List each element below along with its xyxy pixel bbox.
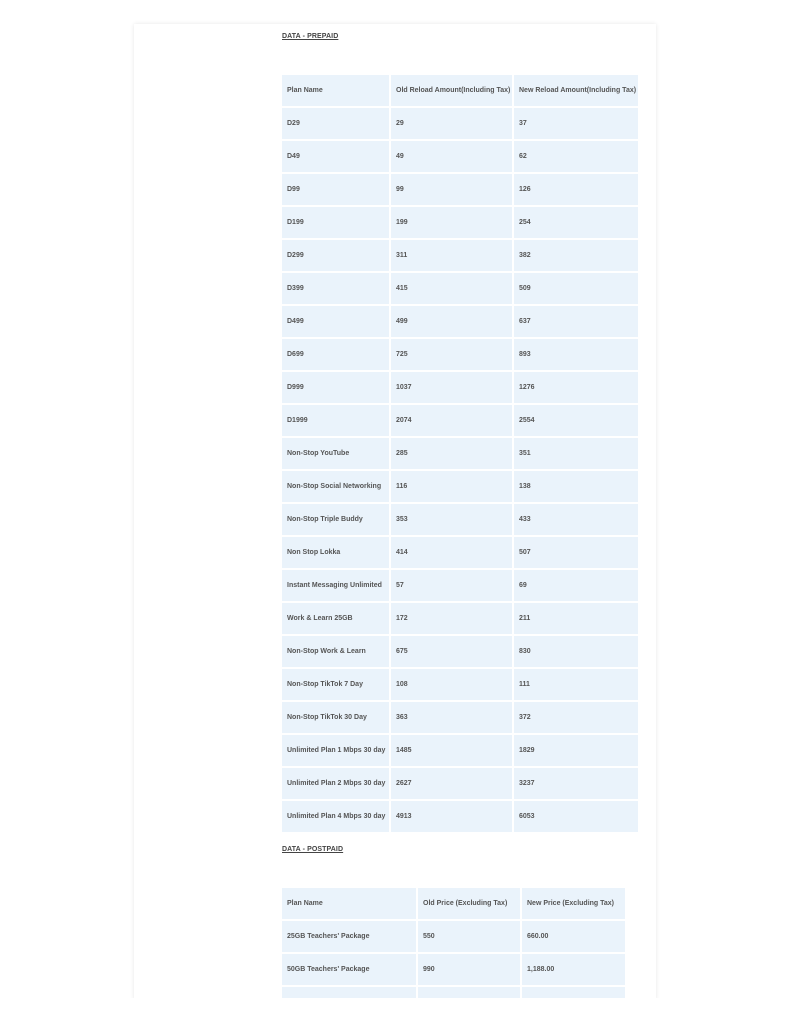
cell-new-value: 138	[514, 471, 638, 502]
table-row	[282, 636, 638, 667]
cell-old-value: 311	[391, 240, 512, 271]
cell-old-value: 116	[391, 471, 512, 502]
postpaid-section-title[interactable]: DATA - POSTPAID	[282, 846, 344, 853]
table-row	[282, 174, 638, 205]
page-bottom-edge	[0, 998, 791, 1024]
cell-plan-name: Instant Messaging Unlimited	[282, 570, 389, 601]
table-header-row	[282, 75, 638, 106]
cell-plan-name: Non-Stop Social Networking	[282, 471, 389, 502]
cell-plan-name: D399	[282, 273, 389, 304]
column-header-old-price: Old Price (Excluding Tax)	[418, 888, 520, 919]
cell-new-value: 211	[514, 603, 638, 634]
table-row	[282, 921, 625, 952]
cell-plan-name: D299	[282, 240, 389, 271]
cell-old-value: 4913	[391, 801, 512, 832]
cell-plan-name: Unlimited Plan 4 Mbps 30 day	[282, 801, 389, 832]
cell-plan-name: Non-Stop TikTok 30 Day	[282, 702, 389, 733]
cell-plan-name: Non-Stop TikTok 7 Day	[282, 669, 389, 700]
column-header-old-amount: Old Reload Amount(Including Tax)	[391, 75, 512, 106]
cell-old-value: 1485	[391, 735, 512, 766]
cell-new-value: 1,188.00	[522, 954, 625, 985]
cell-plan-name: 50GB Teachers' Package	[282, 954, 416, 985]
cell-plan-name: D499	[282, 306, 389, 337]
table-row	[282, 570, 638, 601]
column-header-plan-name: Plan Name	[282, 75, 389, 106]
cell-old-value: 499	[391, 306, 512, 337]
table-row	[282, 954, 625, 985]
table-row	[282, 702, 638, 733]
cell-old-value: 99	[391, 174, 512, 205]
cell-plan-name: Non Stop Lokka	[282, 537, 389, 568]
table-row	[282, 207, 638, 238]
cell-new-value: 382	[514, 240, 638, 271]
table-row	[282, 669, 638, 700]
column-header-plan-name: Plan Name	[282, 888, 416, 919]
table-header-row	[282, 888, 625, 919]
cell-new-value: 637	[514, 306, 638, 337]
cell-new-value: 37	[514, 108, 638, 139]
cell-new-value: 507	[514, 537, 638, 568]
table-row	[282, 471, 638, 502]
table-row	[282, 603, 638, 634]
cell-new-value: 893	[514, 339, 638, 370]
cell-new-value: 372	[514, 702, 638, 733]
table-row	[282, 504, 638, 535]
table-row	[282, 306, 638, 337]
table-row	[282, 537, 638, 568]
cell-old-value: 49	[391, 141, 512, 172]
cell-old-value: 550	[418, 921, 520, 952]
table-row	[282, 405, 638, 436]
table-row	[282, 768, 638, 799]
table-row	[282, 801, 638, 832]
cell-plan-name: Non-Stop Triple Buddy	[282, 504, 389, 535]
cell-old-value: 990	[418, 954, 520, 985]
cell-plan-name: D49	[282, 141, 389, 172]
cell-new-value: 3237	[514, 768, 638, 799]
table-row	[282, 372, 638, 403]
cell-plan-name: D999	[282, 372, 389, 403]
cell-plan-name: D1999	[282, 405, 389, 436]
table-row	[282, 240, 638, 271]
cell-old-value: 353	[391, 504, 512, 535]
cell-plan-name: D29	[282, 108, 389, 139]
cell-plan-name: Work & Learn 25GB	[282, 603, 389, 634]
column-header-new-amount: New Reload Amount(Including Tax)	[514, 75, 638, 106]
cell-plan-name: Unlimited Plan 2 Mbps 30 day	[282, 768, 389, 799]
cell-plan-name: 25GB Teachers' Package	[282, 921, 416, 952]
column-header-new-price: New Price (Excluding Tax)	[522, 888, 625, 919]
cell-new-value: 2554	[514, 405, 638, 436]
cell-new-value: 126	[514, 174, 638, 205]
prepaid-section-title[interactable]: DATA - PREPAID	[282, 33, 339, 40]
cell-old-value: 199	[391, 207, 512, 238]
cell-new-value: 111	[514, 669, 638, 700]
cell-plan-name: Non-Stop Work & Learn	[282, 636, 389, 667]
cell-new-value: 660.00	[522, 921, 625, 952]
cell-old-value: 108	[391, 669, 512, 700]
table-row	[282, 735, 638, 766]
cell-new-value: 254	[514, 207, 638, 238]
cell-old-value: 1037	[391, 372, 512, 403]
cell-old-value: 725	[391, 339, 512, 370]
table-row	[282, 141, 638, 172]
cell-old-value: 172	[391, 603, 512, 634]
cell-old-value: 57	[391, 570, 512, 601]
cell-plan-name: Unlimited Plan 1 Mbps 30 day	[282, 735, 389, 766]
cell-new-value: 1829	[514, 735, 638, 766]
cell-new-value: 62	[514, 141, 638, 172]
cell-plan-name: D99	[282, 174, 389, 205]
table-row	[282, 339, 638, 370]
cell-old-value: 414	[391, 537, 512, 568]
cell-new-value: 1276	[514, 372, 638, 403]
table-row	[282, 108, 638, 139]
cell-old-value: 415	[391, 273, 512, 304]
cell-new-value: 830	[514, 636, 638, 667]
cell-old-value: 29	[391, 108, 512, 139]
table-row	[282, 438, 638, 469]
cell-old-value: 363	[391, 702, 512, 733]
cell-new-value: 433	[514, 504, 638, 535]
cell-plan-name: D199	[282, 207, 389, 238]
cell-plan-name: Non-Stop YouTube	[282, 438, 389, 469]
cell-old-value: 2074	[391, 405, 512, 436]
cell-new-value: 6053	[514, 801, 638, 832]
prepaid-table-body	[282, 108, 638, 832]
cell-old-value: 675	[391, 636, 512, 667]
prepaid-table	[280, 73, 640, 834]
cell-old-value: 2627	[391, 768, 512, 799]
table-row	[282, 273, 638, 304]
cell-new-value: 509	[514, 273, 638, 304]
cell-new-value: 69	[514, 570, 638, 601]
cell-old-value: 285	[391, 438, 512, 469]
cell-plan-name: D699	[282, 339, 389, 370]
cell-new-value: 351	[514, 438, 638, 469]
